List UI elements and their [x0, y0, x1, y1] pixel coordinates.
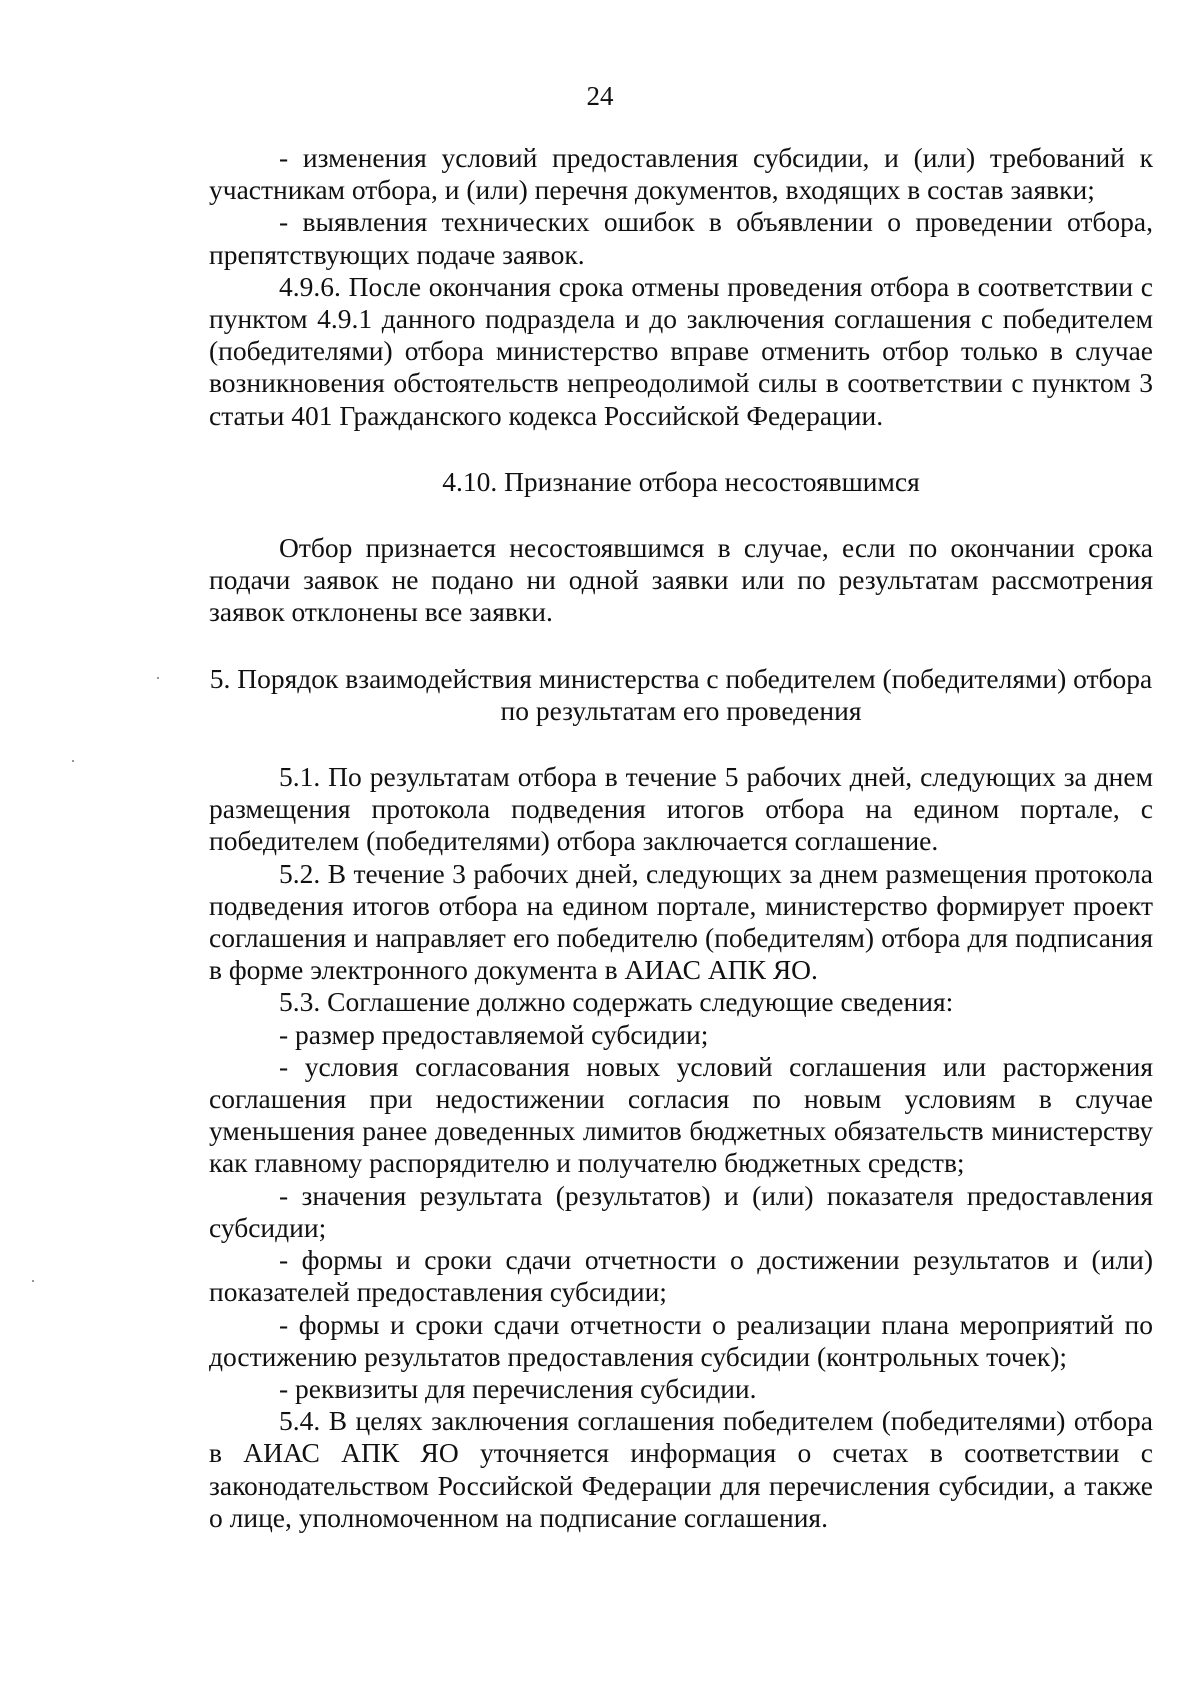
section-heading-4-10: 4.10. Признание отбора несостоявшимся — [442, 465, 920, 497]
section-heading-5: 5. Порядок взаимодействия министерства с победителем (победителями) отбора по результатам его проведения — [209, 662, 1153, 726]
paragraph-list-item: - значения результата (результатов) и (или) показателя предоставления субсидии; — [209, 1179, 1153, 1243]
paragraph-list-item: - формы и сроки сдачи отчетности о реализации плана мероприятий по достижению результатов предоставления субсидии (контрольных точек); — [209, 1308, 1153, 1372]
paragraph-5-2: 5.2. В течение 3 рабочих дней, следующих за днем размещения протокола подведения итогов отбора на едином портале, министерство формирует проект соглашения и направляет его победителю (победителям) отбора для подписания в форме электронного документа в АИАС АПК ЯО. — [209, 857, 1153, 986]
paragraph-list-item: - изменения условий предоставления субсидии, и (или) требований к участникам отбора, и (или) перечня документов, входящих в состав заявки; — [209, 142, 1153, 206]
paragraph-list-item: - выявления технических ошибок в объявлении о проведении отбора, препятствующих подаче заявок. — [209, 206, 1153, 270]
document-body — [209, 142, 1153, 1534]
paragraph-list-item: - реквизиты для перечисления субсидии. — [279, 1372, 757, 1404]
paragraph-5-1: 5.1. По результатам отбора в течение 5 рабочих дней, следующих за днем размещения протокола подведения итогов отбора на едином портале, с победителем (победителями) отбора заключается соглашение. — [209, 761, 1153, 857]
paragraph-failed-selection: Отбор признается несостоявшимся в случае, если по окончании срока подачи заявок не подано ни одной заявки или по результатам рассмотрения заявок отклонены все заявки. — [209, 532, 1153, 628]
paragraph-5-4: 5.4. В целях заключения соглашения победителем (победителями) отбора в АИАС АПК ЯО уточняется информация о счетах в соответствии с законодательством Российской Федерации для перечисления субсидии, а также о лице, уполномоченном на подписание соглашения. — [209, 1405, 1153, 1533]
scan-speck — [72, 760, 74, 762]
scan-speck — [32, 1280, 34, 1282]
paragraph-5-3: 5.3. Соглашение должно содержать следующие сведения: — [279, 986, 954, 1018]
paragraph-list-item: - формы и сроки сдачи отчетности о достижении результатов и (или) показателей предоставления субсидии; — [209, 1244, 1153, 1308]
paragraph-4-9-6: 4.9.6. После окончания срока отмены проведения отбора в соответствии с пунктом 4.9.1 данного подраздела и до заключения соглашения с победителем (победителями) отбора министерство вправе отменить отбор только в случае возникновения обстоятельств непреодолимой силы в соответствии с пунктом 3 статьи 401 Гражданского кодекса Российской Федерации. — [209, 270, 1153, 431]
page-number: 24 — [586, 81, 614, 111]
scan-speck — [157, 677, 159, 679]
paragraph-list-item: - размер предоставляемой субсидии; — [279, 1018, 709, 1050]
paragraph-list-item: - условия согласования новых условий соглашения или расторжения соглашения при недостижении согласия по новым условиям в случае уменьшения ранее доведенных лимитов бюджетных обязательств министерству как главному распорядителю и получателю бюджетных средств; — [209, 1050, 1153, 1179]
